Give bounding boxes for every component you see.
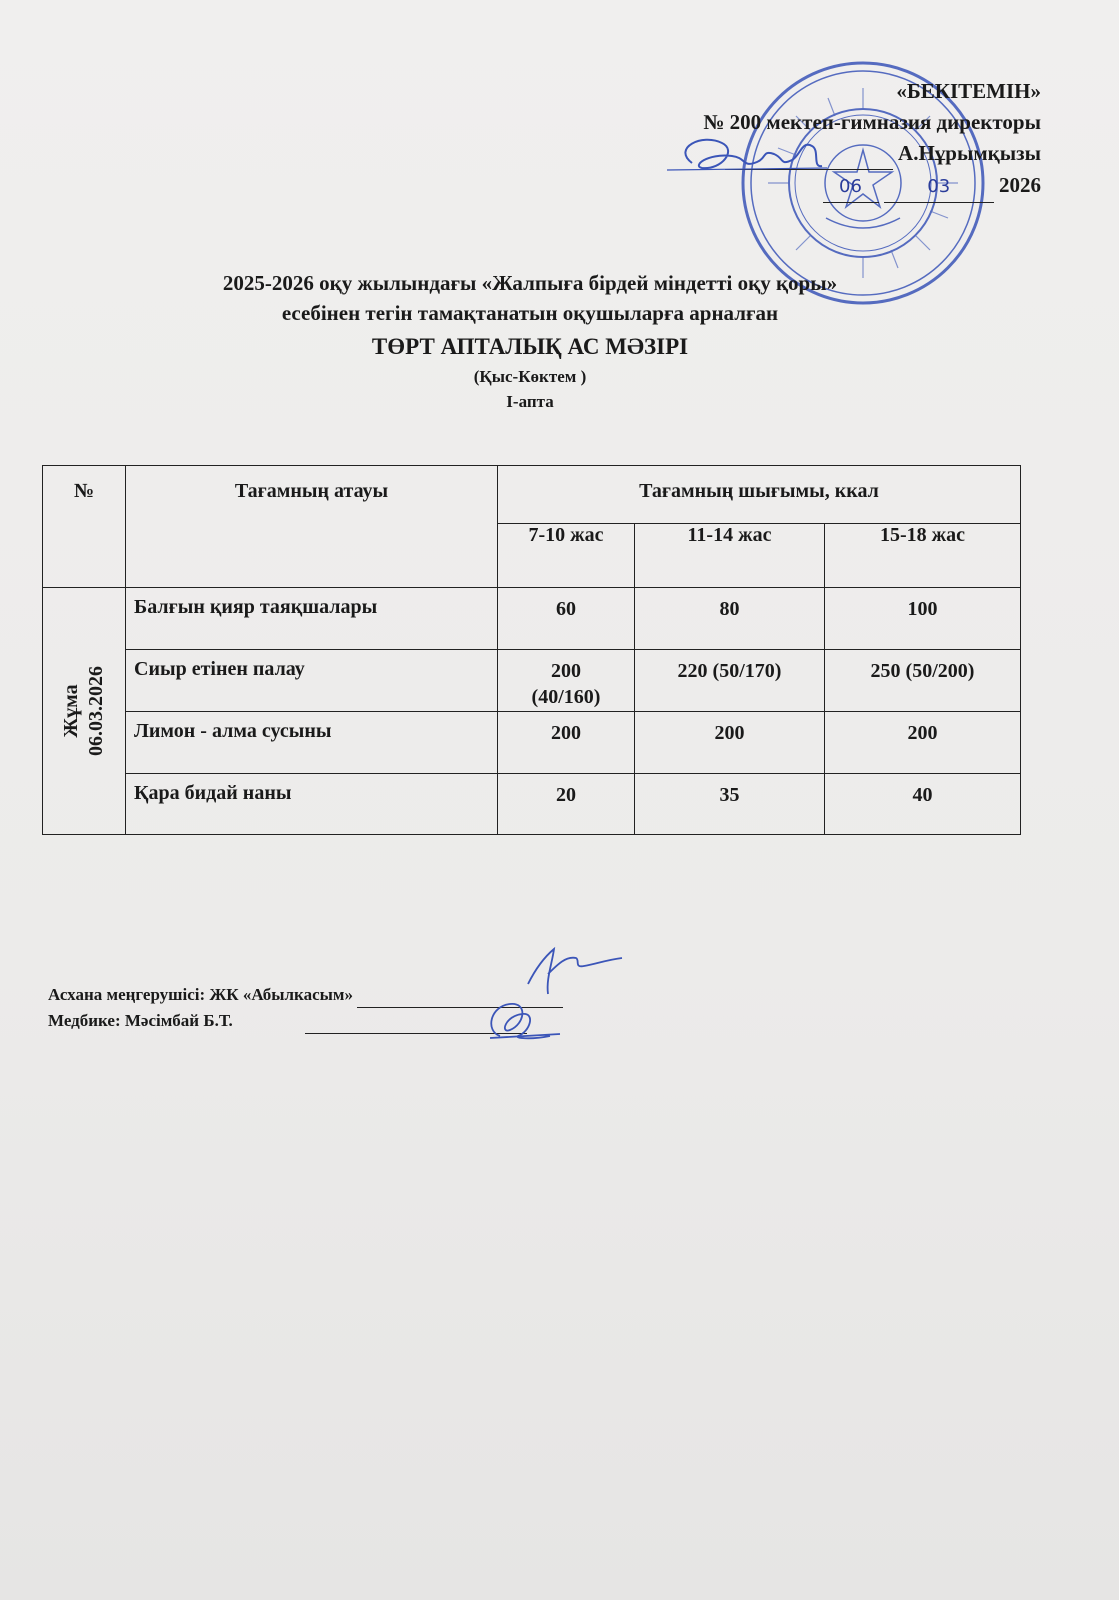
heading-season: (Қыс-Көктем ) [473, 367, 587, 386]
value-15-18: 200 [825, 712, 1021, 774]
heading-title: ТӨРТ АПТАЛЫҚ АС МӘЗІРІ [371, 334, 689, 359]
director-name: А.Нұрымқызы [898, 141, 1041, 165]
table-row [43, 650, 1021, 712]
value-11-14: 35 [635, 774, 825, 835]
approval-month: 03 [884, 171, 994, 203]
nurse-label: Медбике: Мәсімбай Б.Т. [48, 1011, 233, 1030]
dish-name: Лимон - алма сусыны [126, 712, 498, 774]
canteen-manager-label: Асхана меңгерушісі: ЖК «Абылкасым» [48, 985, 353, 1004]
director-signature [662, 128, 832, 188]
header-age-15-18: 15-18 жас [825, 524, 1021, 588]
table-row [43, 588, 1021, 650]
table-row [43, 774, 1021, 835]
table-header-row [43, 466, 1021, 524]
dish-name: Балғын қияр таяқшалары [126, 588, 498, 650]
value-11-14: 200 [635, 712, 825, 774]
value-15-18: 40 [825, 774, 1021, 835]
canteen-manager-signature [518, 944, 638, 1004]
value-7-10: 200 [498, 712, 635, 774]
header-age-11-14: 11-14 жас [635, 524, 825, 588]
heading-line-1: 2025-2026 оқу жылындағы «Жалпыға бірдей міндетті оқу қоры» [222, 271, 838, 295]
header-yield: Тағамның шығымы, ккал [498, 466, 1021, 524]
nurse-signature [470, 996, 570, 1046]
value-11-14: 80 [635, 588, 825, 650]
dish-name: Қара бидай наны [126, 774, 498, 835]
approval-day: 06 [823, 171, 879, 203]
value-11-14: 220 (50/170) [635, 650, 825, 712]
header-age-7-10: 7-10 жас [498, 524, 635, 588]
day-name: Жұма [60, 684, 82, 738]
value-7-10-total: 200 [551, 660, 581, 682]
value-7-10: 20 [498, 774, 635, 835]
dish-name: Сиыр етінен палау [126, 650, 498, 712]
approval-year: 2026 [999, 173, 1041, 197]
value-7-10 [498, 650, 635, 712]
menu-table [42, 465, 1021, 835]
day-cell [43, 588, 126, 835]
document-heading [40, 268, 1020, 414]
table-row [43, 712, 1021, 774]
value-15-18: 250 (50/200) [825, 650, 1021, 712]
header-dish-name: Тағамның атауы [126, 466, 498, 588]
director-position: № 200 мектеп-гимназия директоры [703, 110, 1041, 134]
header-number: № [43, 466, 126, 588]
approval-title: «БЕКІТЕМІН» [896, 79, 1041, 103]
value-7-10: 60 [498, 588, 635, 650]
day-date: 06.03.2026 [85, 666, 107, 756]
value-7-10-split: (40/160) [531, 686, 601, 708]
heading-week: I-апта [506, 392, 554, 411]
value-15-18: 100 [825, 588, 1021, 650]
heading-line-2: есебінен тегін тамақтанатын оқушыларға арналған [281, 301, 779, 325]
